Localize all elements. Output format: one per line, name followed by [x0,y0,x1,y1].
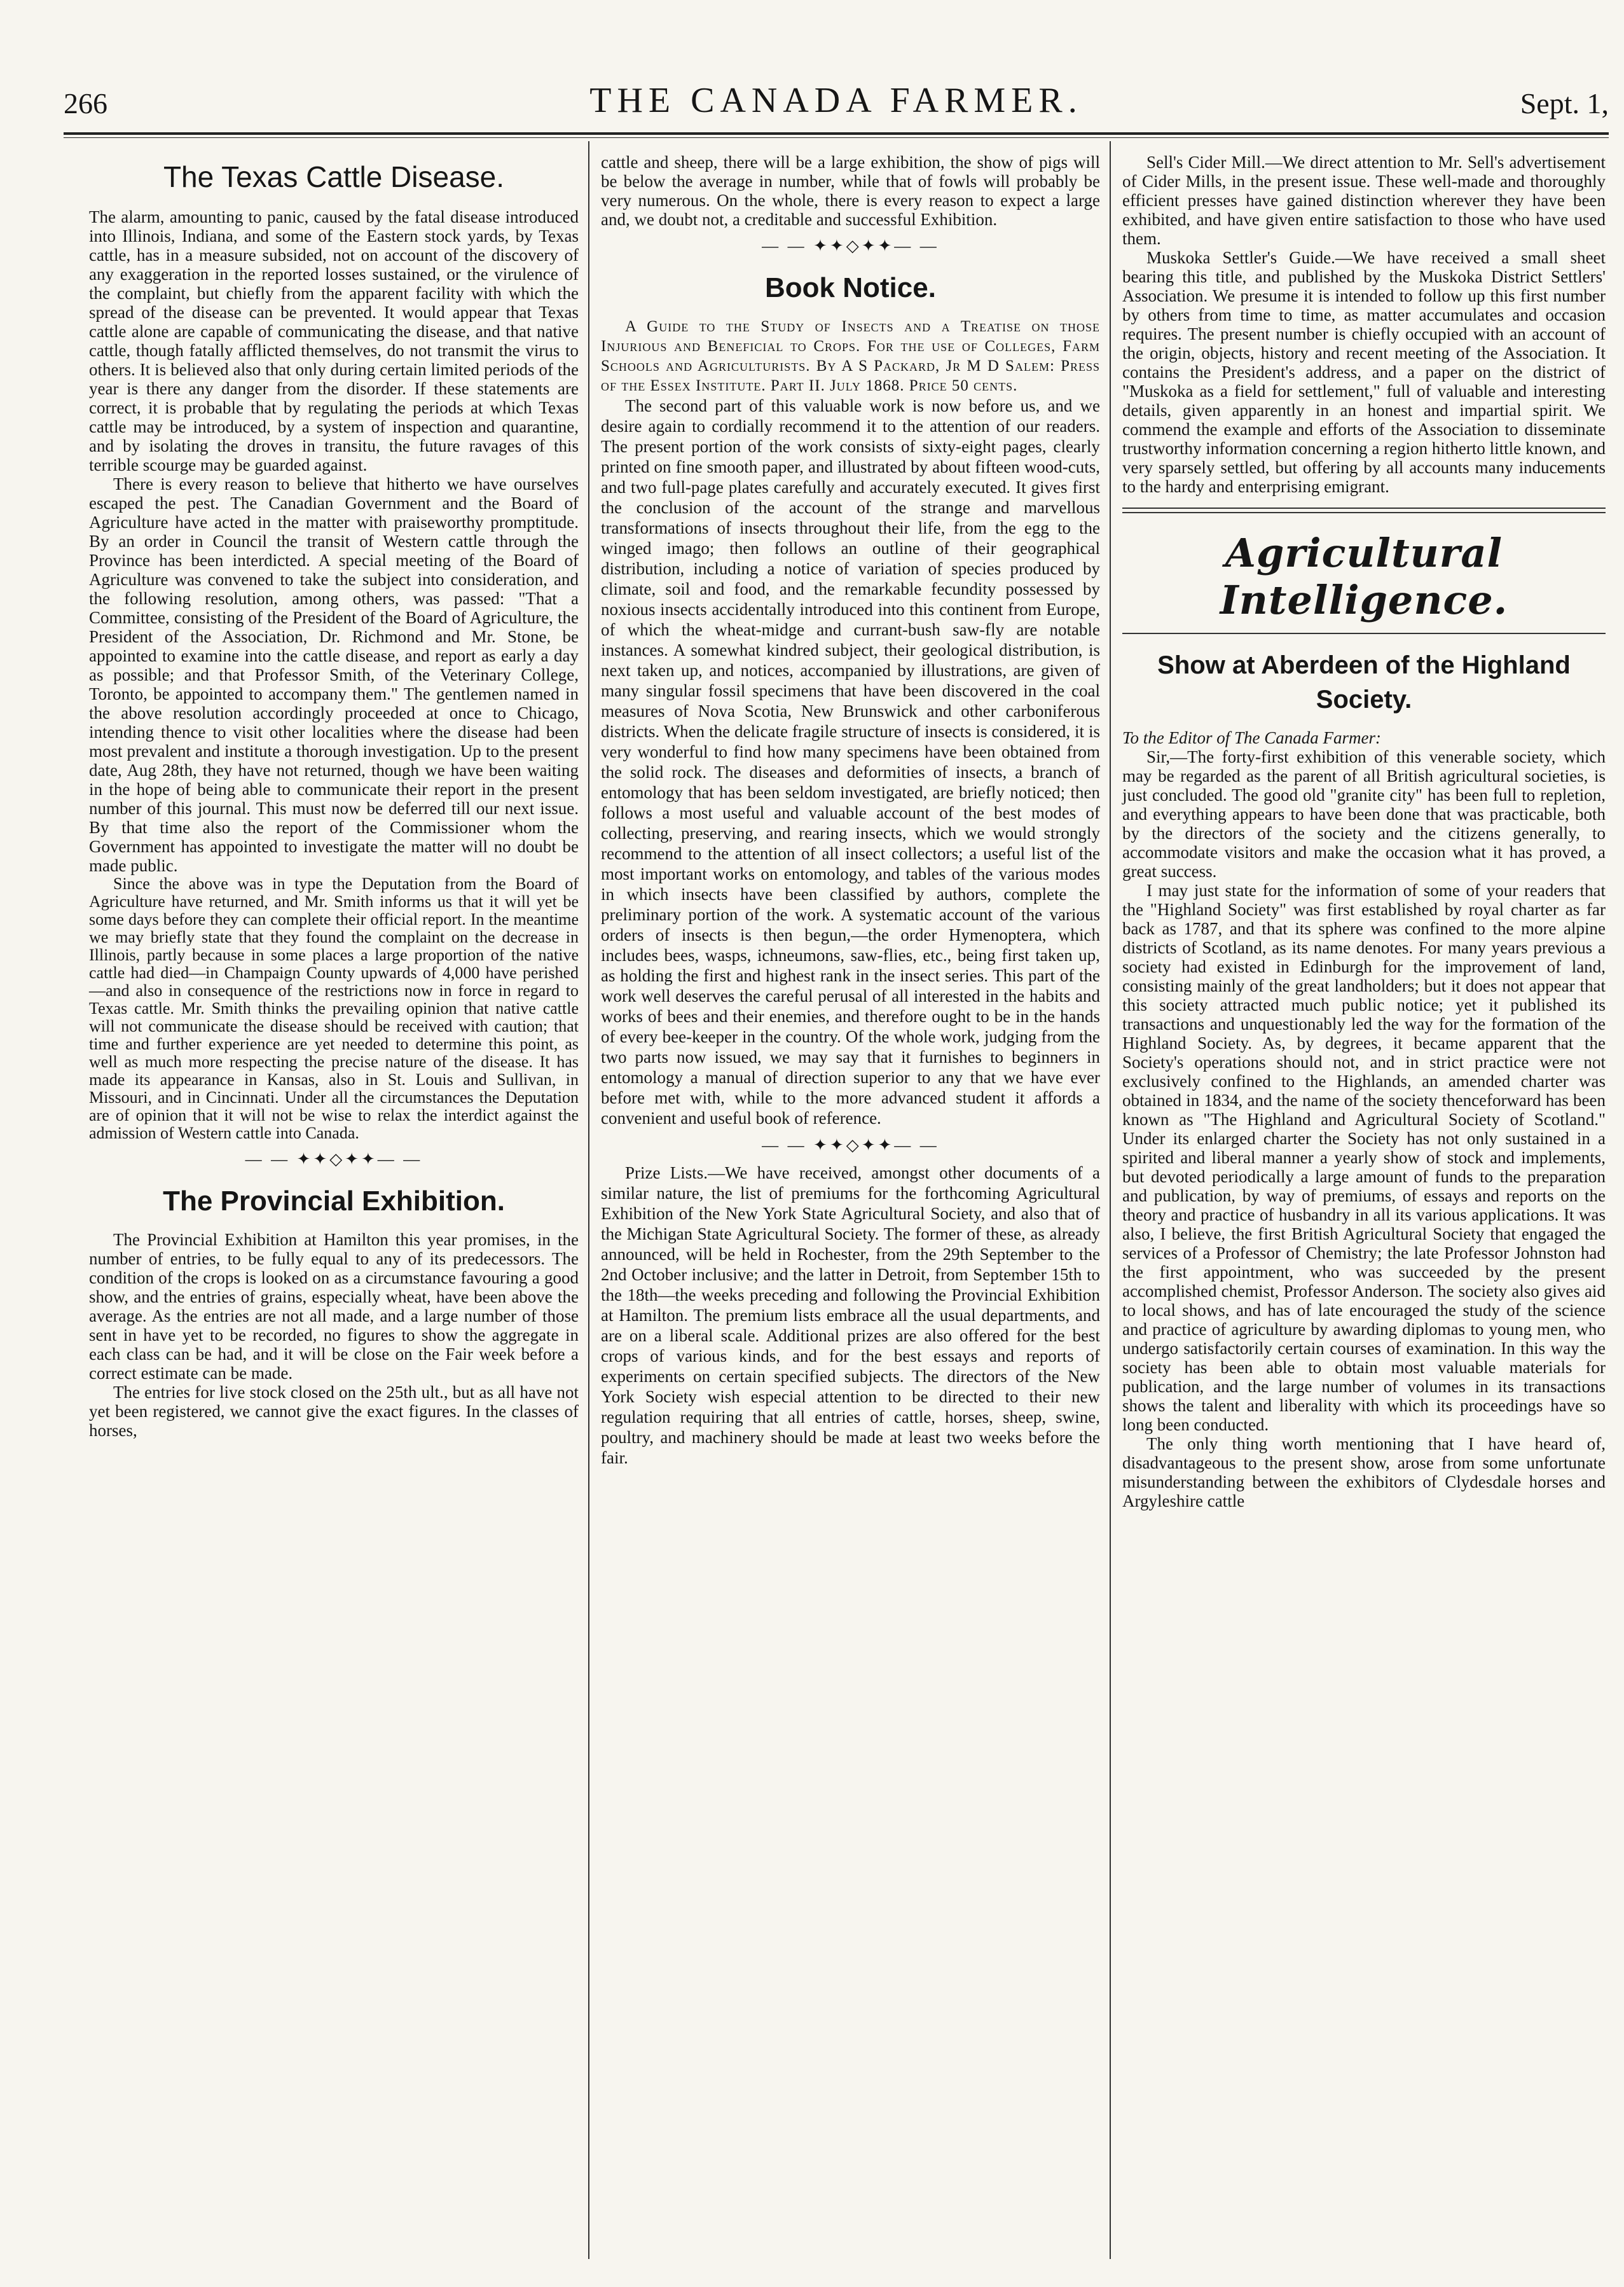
column-divider-2 [1110,141,1111,2259]
section-ornament: — — ✦✦◇✦✦— — [762,237,939,255]
article-paragraph: I may just state for the information of some of your readers that the "Highland Society" was first established by royal charter as far back as 1787, and that its sphere was confined to the more alpine districts of Scotland, as its name denotes. For many years previous a society had existed in Edinburgh for the improvement of land, consisting mainly of the great landholders; but it does not appear that this society attracted much public notice; yet it published its transactions and unquestionably led the way for the formation of the Highland Society. As, by degrees, it became apparent that the Society's operations should not, and in strict practice were not exclusively confined to the Highlands, an amended charter was obtained in 1834, and the name of the society thenceforward has been known as "The Highland and Agricultural Society of Scotland." Under its enlarged charter the Society has not only sustained in a spirited and liberal manner a yearly show of stock and implements, but devoted periodically a large amount of funds to the preparation and publication, by way of premiums, of essays and reports on the theory and practice of husbandry in all its various applications. It was also, I believe, the first British Agricultural Society that engaged the services of a Professor of Chemistry; the late Professor Johnston had the first appointment, who was succeeded by the present accomplished chemist, Professor Anderson. The society also gives aid to local shows, and has of late encouraged the study of the science and practice of agriculture by awarding diplomas to young men, who undergo satisfactorily certain courses of examination. In this way the society has been able to obtain most valuable materials for publication, and the large number of volumes in its transactions shows the talent and liberality with which its proceedings have so long been conducted. [1122,881,1606,1434]
article-paragraph: There is every reason to believe that hitherto we have ourselves escaped the pest. The Canadian Government and the Board of Agriculture have acted in the matter with praiseworthy promptitude. By an order in Council the transit of Western cattle through the Province has been interdicted. A special meeting of the Board of Agriculture was convened to take the subject into consideration, and the following resolution, among others, was passed: "That a Committee, consisting of the President of the Board of Agriculture, the President of the Association, Dr. Richmond and Mr. Stone, be appointed to examine into the cattle disease, and report as early a day as possible; and that Professor Smith, of the Veterinary College, Toronto, be appointed to accompany them." The gentlemen named in the above resolution accordingly proceeded at once to Chicago, intending thence to visit other localities where the disease had been most prevalent and institute a thorough investigation. Up to the present date, Aug 28th, they have not returned, though we have been waiting in the hope of being able to communicate their report in the present number of this journal. This must now be deferred till our next issue. By that time also the report of the Commissioner whom the Government has appointed to investigate the matter will no doubt be made public. [89,474,579,875]
section-rule [1122,633,1606,634]
header-rule [64,132,1609,135]
section-ornament: — — ✦✦◇✦✦— — [762,1136,939,1154]
section-ornament: — — ✦✦◇✦✦— — [245,1150,423,1168]
letter-salutation: To the Editor of The Canada Farmer: [1122,728,1382,747]
page-number: 266 [64,87,107,120]
article-paragraph: cattle and sheep, there will be a large exhibition, the show of pigs will be below the average in number, while that of fowls will probably be very numerous. On the whole, there is every reason to expect a large and, we doubt not, a creditable and successful Exhibition. [601,153,1100,229]
article-paragraph: The only thing worth mentioning that I have heard of, disadvantageous to the present show, arose from some unfortunate misunderstanding between the exhibitors of Clydesdale horses and Argyleshire cattle [1122,1434,1606,1510]
column-1 [89,153,579,1440]
article-paragraph: Sell's Cider Mill.—We direct attention to Mr. Sell's advertisement of Cider Mills, in the present issue. These well-made and thoroughly efficient presses have gained distinction wherever they have been exhibited, and have given entire satisfaction to those who have used them. [1122,153,1606,248]
masthead-title: THE CANADA FARMER. [589,81,1083,120]
book-citation: A Guide to the Study of Insects and a Treatise on those Injurious and Beneficial to Crops. For the use of Colleges, Farm Schools and Agriculturists. By A S Packard, Jr M D Salem: Press of the Essex Institute. Part II. July 1868. Price 50 cents. [601,318,1100,394]
article-paragraph: Since the above was in type the Deputation from the Board of Agriculture have returned, and Mr. Smith informs us that it will yet be some days before they can complete their official report. In the meantime we may briefly state that they found the complaint on the decrease in Illinois, partly because in some places a large proportion of the native cattle had died—in Champaign County upwards of 4,000 have perished—and also in consequence of the restrictions now in force in regard to Texas cattle. Mr. Smith thinks the prevailing opinion that native cattle will not communicate the disease should be received with caution; that time and further experience are yet needed to determine this point, as well as much more respecting the precise nature of the disease. It has made its appearance in Kansas, also in St. Louis and Sullivan, in Missouri, and in Cincinnati. Under all the circumstances the Deputation are of opinion that it will not be wise to relax the interdict against the admission of Western cattle into Canada. [89,874,579,1142]
column-divider-1 [588,141,589,2259]
section-rule [1122,508,1606,513]
issue-date: Sept. 1, [1520,87,1609,120]
column-2 [601,153,1100,1468]
article-paragraph: The second part of this valuable work is now before us, and we desire again to cordially recommend it to the attention of our readers. The present portion of the work consists of sixty-eight pages, clearly printed on fine smooth paper, and illustrated by about fifteen wood-cuts, and two full-page plates carefully and accurately executed. It gives first the conclusion of the account of the strange and marvellous transformations of insects throughout their life, from the egg to the winged imago; then follows an outline of their geographical distribution, including a notice of variation of species produced by climate, soil and food, and the remarkable fecundity possessed by noxious insects accidentally introduced into this continent from Europe, of which the wheat-midge and currant-bush saw-fly are notable instances. A somewhat kindred subject, their geological distribution, is next taken up, and notices, accompanied by illustrations, are given of many singular fossil specimens that have been discovered in the coal measures of Nova Scotia, New Brunswick and other carboniferous districts. When the delicate fragile structure of insects is considered, it is very wonderful to find how many specimens have been obtained from the solid rock. The diseases and deformities of insects, a branch of entomology that has been seldom investigated, are briefly noticed; then follows a most useful and valuable account of the best modes of collecting, preserving, and rearing insects, which we would strongly recommend to the attention of all insect collectors; a useful list of the most important works on entomology, and tables of the various modes in which insects have been classified by authors, complete the preliminary portion of the work. A systematic account of the various orders of insects is then begun,—the order Hymenoptera, which includes bees, wasps, ichneumons, saw-flies, etc., being first taken up, as holding the first and highest rank in the insect series. This part of the work well deserves the careful perusal of all interested in the habits and works of bees and their enemies, and therefore ought to be in the hands of every bee-keeper in the country. Of the whole work, judging from the two parts now issued, we may say that it furnishes to beginners in entomology a manual of direction superior to any that we have ever before met with, while to the more advanced student it affords a convenient and useful book of reference. [601,396,1100,1128]
header-rule-thin [64,137,1609,138]
article-paragraph: Sir,—The forty-first exhibition of this venerable society, which may be regarded as the parent of all British agricultural societies, is just concluded. The good old "granite city" has been full to repletion, and everything appears to have been done that was practicable, both by the directors of the society and the citizens generally, to accommodate visitors and make the occasion what it has proved, a great success. [1122,747,1606,881]
heading-book-notice: Book Notice. [765,272,936,303]
article-paragraph: The alarm, amounting to panic, caused by the fatal disease introduced into Illinois, Indiana, and some of the Eastern stock yards, by Texas cattle, has in a measure subsided, not on account of the discovery of any exaggeration in the reported losses sustained, or the virulence of the complaint, but chiefly from the apparent facility with which the spread of the disease can be prevented. It would appear that Texas cattle alone are capable of communicating the disease, and that native cattle, though fatally afflicted themselves, do not transmit the virus to others. It is believed also that only during certain limited periods of the year is there any danger from the disorder. If these statements are correct, it is probable that by regulating the periods at which Texas cattle may be introduced, by a system of inspection and quarantine, and by isolating the droves in transitu, the future ravages of this terrible scourge may be guarded against. [89,207,579,474]
heading-provincial-exhibition: The Provincial Exhibition. [163,1185,505,1217]
page-header [64,75,1609,136]
article-paragraph: Prize Lists.—We have received, amongst other documents of a similar nature, the list of premiums for the forthcoming Agricultural Exhibition of the New York State Agricultural Society, and also that of the Michigan State Agricultural Society. The former of these, as already announced, will be held in Rochester, from the 29th September to the 2nd October inclusive; and the latter in Detroit, from September 15th to the 18th—the weeks preceding and following the Provincial Exhibition at Hamilton. The premium lists embrace all the usual departments, and are on a liberal scale. Additional prizes are also offered for the best crops of various kinds, and for the best essays and reports of experiments on certain specified subjects. The directors of the New York Society wish especial attention to be directed to their new regulation requiring that all entries of cattle, horses, sheep, swine, poultry, and machinery should be made at least two weeks before the fair. [601,1163,1100,1467]
heading-show-at-aberdeen: Show at Aberdeen of the Highland Society. [1157,651,1571,714]
column-3 [1122,153,1606,1510]
article-paragraph: The entries for live stock closed on the 25th ult., but as all have not yet been registered, we cannot give the exact figures. In the classes of horses, [89,1383,579,1440]
section-title-agricultural-intelligence: Agricultural Intelligence. [1220,530,1508,623]
article-paragraph: Muskoka Settler's Guide.—We have received a small sheet bearing this title, and published by the Muskoka District Settlers' Association. We presume it is intended to follow up this first number by others from time to time, as matter accumulates and occasion requires. The present number is chiefly occupied with an account of the origin, objects, history and recent meeting of the Association. It contains the President's address, and a paper on the district of "Muskoka as a field for settlement," full of valuable and interesting details, given apparently in an honest and impartial spirit. We commend the example and efforts of the Association to disseminate trustworthy information concerning a region hitherto little known, and very sparsely settled, but offering by all accounts many inducements to the hardy and enterprising emigrant. [1122,248,1606,496]
heading-texas-cattle-disease: The Texas Cattle Disease. [163,160,505,193]
article-paragraph: The Provincial Exhibition at Hamilton this year promises, in the number of entries, to be fully equal to any of its predecessors. The condition of the crops is looked on as a circumstance favouring a good show, and the entries of grains, especially wheat, have been above the average. As the entries are not all made, and a large number of those sent in have yet to be recorded, no figures to show the aggregate in each class can be had, and it will be close on the Fair week before a correct estimate can be made. [89,1230,579,1383]
